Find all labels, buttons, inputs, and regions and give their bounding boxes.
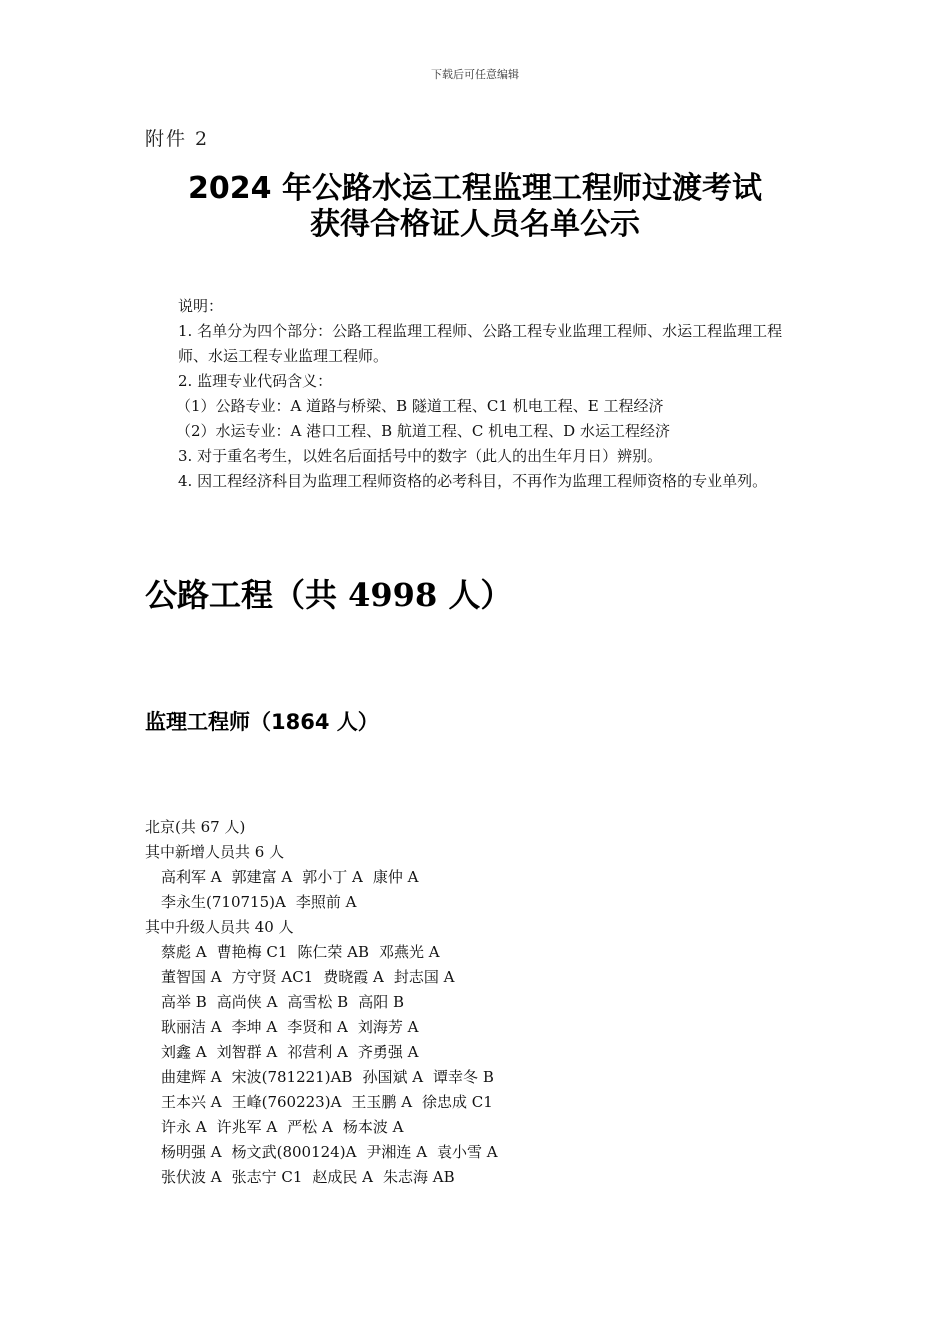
notes-label: 说明： [178, 297, 224, 315]
notes-block [178, 294, 812, 494]
roster-name: 李照前 A [295, 893, 357, 911]
roster-name: 李永生(710715)A [161, 893, 286, 911]
roster-new-rows [145, 865, 805, 915]
roster-name-row [145, 1015, 805, 1040]
notes-item-2a: （1）公路专业：A 道路与桥梁、B 隧道工程、C1 机电工程、E 工程经济 [176, 397, 664, 415]
roster-name-row [145, 1065, 805, 1090]
roster-name: 张伏波 A [161, 1168, 222, 1186]
roster-new-group-label: 其中新增人员共 6 人 [145, 843, 285, 861]
roster-name-row [145, 1165, 805, 1190]
roster-name: 封志国 A [393, 968, 455, 986]
roster-name-row [145, 940, 805, 965]
roster-region: 北京(共 67 人) [145, 818, 246, 836]
roster-name: 李贤和 A [287, 1018, 348, 1036]
title-line-2: 获得合格证人员名单公示 [310, 207, 640, 242]
roster-name: 杨文武(800124)A [231, 1143, 357, 1161]
roster-name: 高尚侠 A [216, 993, 278, 1011]
subsection-heading: 监理工程师（1864 人） [145, 710, 379, 734]
roster-name: 孙国斌 A [362, 1068, 424, 1086]
roster-name: 郭小丁 A [302, 868, 363, 886]
roster-name: 王本兴 A [161, 1093, 222, 1111]
roster-name: 谭幸冬 B [433, 1068, 494, 1086]
roster-name-row [145, 1140, 805, 1165]
notes-item-3: 3. 对于重名考生，以姓名后面括号中的数字（此人的出生年月日）辨别。 [178, 447, 663, 465]
roster-name-row [145, 1115, 805, 1140]
roster-name-row [145, 965, 805, 990]
roster-name: 郭建富 A [231, 868, 293, 886]
document-title [0, 171, 950, 243]
roster-name: 耿丽洁 A [161, 1018, 222, 1036]
roster-name: 高雪松 B [287, 993, 349, 1011]
roster-upgrade-rows [145, 940, 805, 1190]
roster-name: 赵成民 A [312, 1168, 374, 1186]
roster-name: 董智国 A [161, 968, 222, 986]
roster-name: 徐忠成 C1 [422, 1093, 493, 1111]
section-heading: 公路工程（共 4998 人） [145, 576, 513, 614]
roster-name: 张志宁 C1 [231, 1168, 303, 1186]
roster-name: 费晓霞 A [323, 968, 384, 986]
roster-name: 尹湘连 A [366, 1143, 428, 1161]
roster-name-row [145, 990, 805, 1015]
roster-name: 曹艳梅 C1 [216, 943, 288, 961]
roster-name: 方守贤 AC1 [231, 968, 314, 986]
roster-name: 宋波(781221)AB [231, 1068, 353, 1086]
roster-upgrade-group-label: 其中升级人员共 40 人 [145, 918, 294, 936]
roster-name: 曲建辉 A [161, 1068, 222, 1086]
roster-name: 高阳 B [358, 993, 404, 1011]
roster-name: 齐勇强 A [357, 1043, 419, 1061]
roster-name: 刘鑫 A [161, 1043, 207, 1061]
roster [145, 815, 805, 1190]
roster-name: 陈仁荣 AB [297, 943, 370, 961]
roster-name: 祁营利 A [287, 1043, 348, 1061]
roster-name: 康仲 A [372, 868, 419, 886]
roster-name: 李坤 A [231, 1018, 278, 1036]
notes-item-4: 4. 因工程经济科目为监理工程师资格的必考科目，不再作为监理工程师资格的专业单列。 [178, 472, 768, 490]
roster-name: 王峰(760223)A [231, 1093, 342, 1111]
notes-item-2: 2. 监理专业代码含义： [178, 372, 333, 390]
title-line-1: 2024 年公路水运工程监理工程师过渡考试 [188, 171, 762, 206]
roster-name: 蔡彪 A [161, 943, 207, 961]
roster-name: 袁小雪 A [437, 1143, 498, 1161]
roster-name: 许兆军 A [216, 1118, 278, 1136]
roster-name: 邓燕光 A [379, 943, 440, 961]
attachment-label: 附件 2 [145, 128, 210, 150]
roster-name-row [145, 1040, 805, 1065]
roster-name: 刘海芳 A [357, 1018, 419, 1036]
roster-name: 许永 A [161, 1118, 207, 1136]
roster-name: 高利军 A [161, 868, 222, 886]
notes-item-1: 1. 名单分为四个部分：公路工程监理工程师、公路工程专业监理工程师、水运工程监理工程师、水运工程专业监理工程师。 [178, 322, 783, 365]
roster-name-row [145, 1090, 805, 1115]
roster-name: 杨本波 A [342, 1118, 404, 1136]
header-note: 下载后可任意编辑 [431, 68, 519, 81]
roster-name: 刘智群 A [216, 1043, 278, 1061]
roster-name: 严松 A [287, 1118, 333, 1136]
roster-name: 杨明强 A [161, 1143, 222, 1161]
roster-name-row [145, 890, 805, 915]
roster-name: 高举 B [161, 993, 207, 1011]
roster-name: 王玉鹏 A [351, 1093, 413, 1111]
roster-name: 朱志海 AB [383, 1168, 455, 1186]
notes-item-2b: （2）水运专业：A 港口工程、B 航道工程、C 机电工程、D 水运工程经济 [176, 422, 670, 440]
roster-name-row [145, 865, 805, 890]
